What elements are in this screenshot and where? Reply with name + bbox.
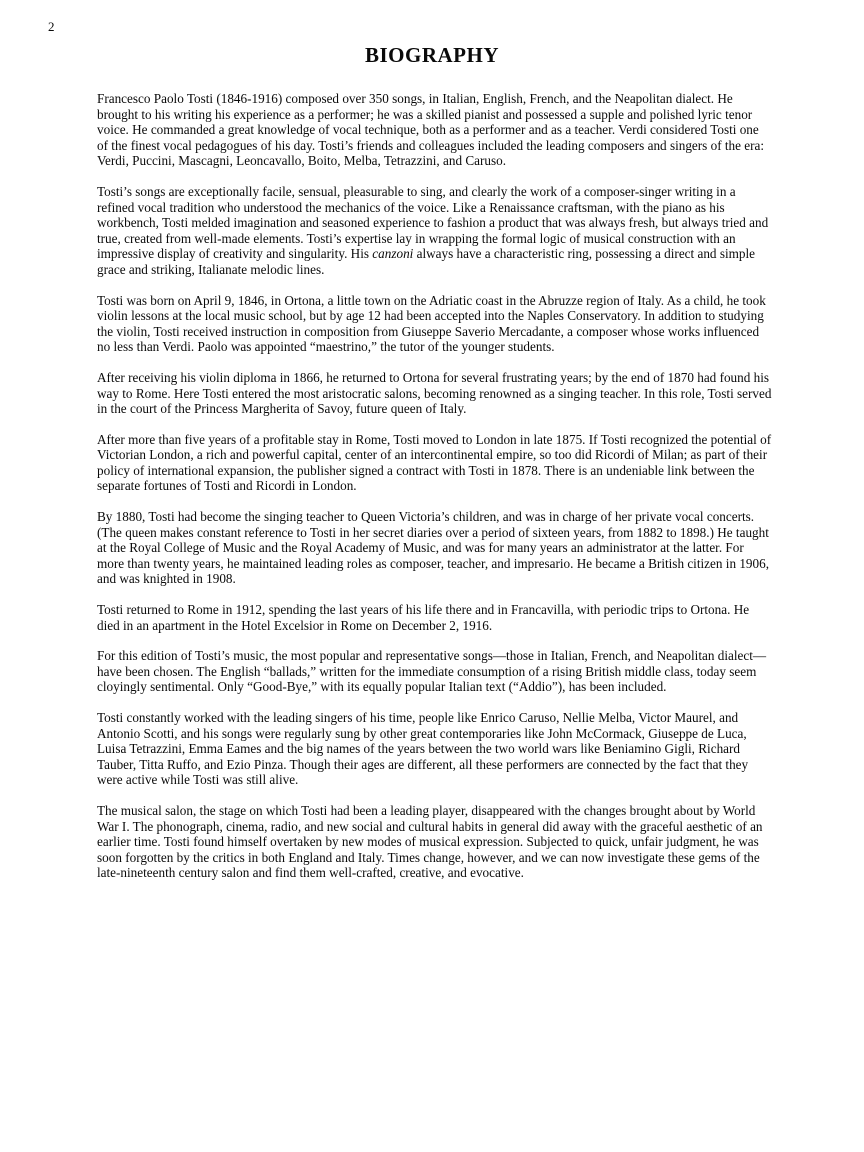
paragraph-text: By 1880, Tosti had become the singing teacher to Queen Victoria’s children, and was in charge of her private vocal concerts. (The queen makes constant reference to Tosti in her secret diaries over a period of sixteen years, from 1882 to 1898.) He taught at the Royal College of Music and the Royal Academy of Music, and was for many years an administrator at the latter. For more than twenty years, he maintained leading roles as composer, teacher, and impresario. He became a British citizen in 1906, and was knighted in 1908. <box>97 509 770 587</box>
paragraph-text: Francesco Paolo Tosti (1846-1916) composed over 350 songs, in Italian, English, French, and the Neapolitan dialect. He brought to his writing his experience as a performer; he was a skilled pianist and possessed a supple and polished lyric tenor voice. He commanded a great knowledge of vocal technique, both as a performer and as a teacher. Verdi considered Tosti one of the finest vocal pedagogues of his day. Tosti’s friends and colleagues included the leading composers and singers of the era: Verdi, Puccini, Mascagni, Leoncavallo, Boito, Melba, Tetrazzini, and Caruso. <box>97 91 765 169</box>
paragraph <box>97 184 773 278</box>
paragraph <box>97 432 773 494</box>
paragraph <box>97 509 773 587</box>
paragraph <box>97 803 773 881</box>
italic-term: canzoni <box>372 246 414 262</box>
paragraph-text: Tosti constantly worked with the leading singers of his time, people like Enrico Caruso, Nellie Melba, Victor Maurel, and Antonio Scotti, and his songs were regularly sung by other great contemporaries like John McCormack, Giuseppe de Luca, Luisa Tetrazzini, Emma Eames and the big names of the years between the two world wars like Beniamino Gigli, Richard Tauber, Titta Ruffo, and Ezio Pinza. Though their ages are different, all these performers are connected by the fact that they were active while Tosti was still alive. <box>97 710 749 788</box>
paragraph <box>97 602 773 633</box>
paragraph <box>97 710 773 788</box>
paragraph-text: Tosti’s songs are exceptionally facile, sensual, pleasurable to sing, and clearly the work of a composer-singer writing in a refined vocal tradition who understood the mechanics of the voice. Like a Renaissance craftsman, with the piano as his workbench, Tosti melded imagination and seasoned experience to fashion a product that was always fresh, but always tried and true, created from well-made elements. Tosti’s expertise lay in wrapping the formal logic of musical construction with an impressive display of creativity and singularity. His <box>97 183 769 262</box>
page-title: BIOGRAPHY <box>364 43 499 67</box>
paragraph-text: For this edition of Tosti’s music, the most popular and representative songs—those in Italian, French, and Neapolitan dialect—have been chosen. The English “ballads,” written for the immediate consumption of a rising British middle class, today seem cloyingly sentimental. Only “Good-Bye,” with its equally popular Italian text (“Addio”), has been included. <box>97 648 767 695</box>
biography-text <box>97 91 773 896</box>
paragraph-text: always have a characteristic ring, possessing a direct and simple grace and striking, Italianate melodic lines. <box>97 246 755 277</box>
paragraph <box>97 293 773 355</box>
paragraph-text: Tosti returned to Rome in 1912, spending the last years of his life there and in Francavilla, with periodic trips to Ortona. He died in an apartment in the Hotel Excelsior in Rome on December 2, 1916. <box>97 602 750 633</box>
paragraph-text: After receiving his violin diploma in 1866, he returned to Ortona for several frustrating years; by the end of 1870 had found his way to Rome. Here Tosti entered the most aristocratic salons, becoming renowned as a singing teacher. In this role, Tosti served in the court of the Princess Margherita of Savoy, future queen of Italy. <box>97 369 772 417</box>
paragraph <box>97 91 773 169</box>
paragraph <box>97 648 773 695</box>
paragraph-text: The musical salon, the stage on which Tosti had been a leading player, disappeared with the changes brought about by World War I. The phonograph, cinema, radio, and new social and cultural habits in general did away with the graceful aesthetic of an earlier time. Tosti found himself overtaken by new modes of musical expression. Subjected to quick, unfair judgment, he was soon forgotten by the critics in both England and Italy. Times change, however, and we can now investigate these gems of the late-nineteenth century salon and find them well-crafted, creative, and evocative. <box>97 802 763 881</box>
paragraph-text: Tosti was born on April 9, 1846, in Ortona, a little town on the Adriatic coast in the Abruzze region of Italy. As a child, he took violin lessons at the local music school, but by age 12 had been accepted into the Naples Conservatory. In addition to studying the violin, Tosti received instruction in composition from Giuseppe Saverio Mercadante, a composer whose works influenced no less than Verdi. Paolo was appointed “maestrino,” the tutor of the younger students. <box>97 292 766 355</box>
paragraph <box>97 370 773 417</box>
paragraph-text: After more than five years of a profitable stay in Rome, Tosti moved to London in late 1875. If Tosti recognized the potential of Victorian London, a rich and powerful capital, center of an intercontinental empire, so too did Ricordi of Milan; as part of their policy of international expansion, the publisher signed a contract with Tosti in 1878. There is an undeniable link between the separate fortunes of Tosti and Ricordi in London. <box>97 431 772 494</box>
page-number: 2 <box>48 19 55 34</box>
